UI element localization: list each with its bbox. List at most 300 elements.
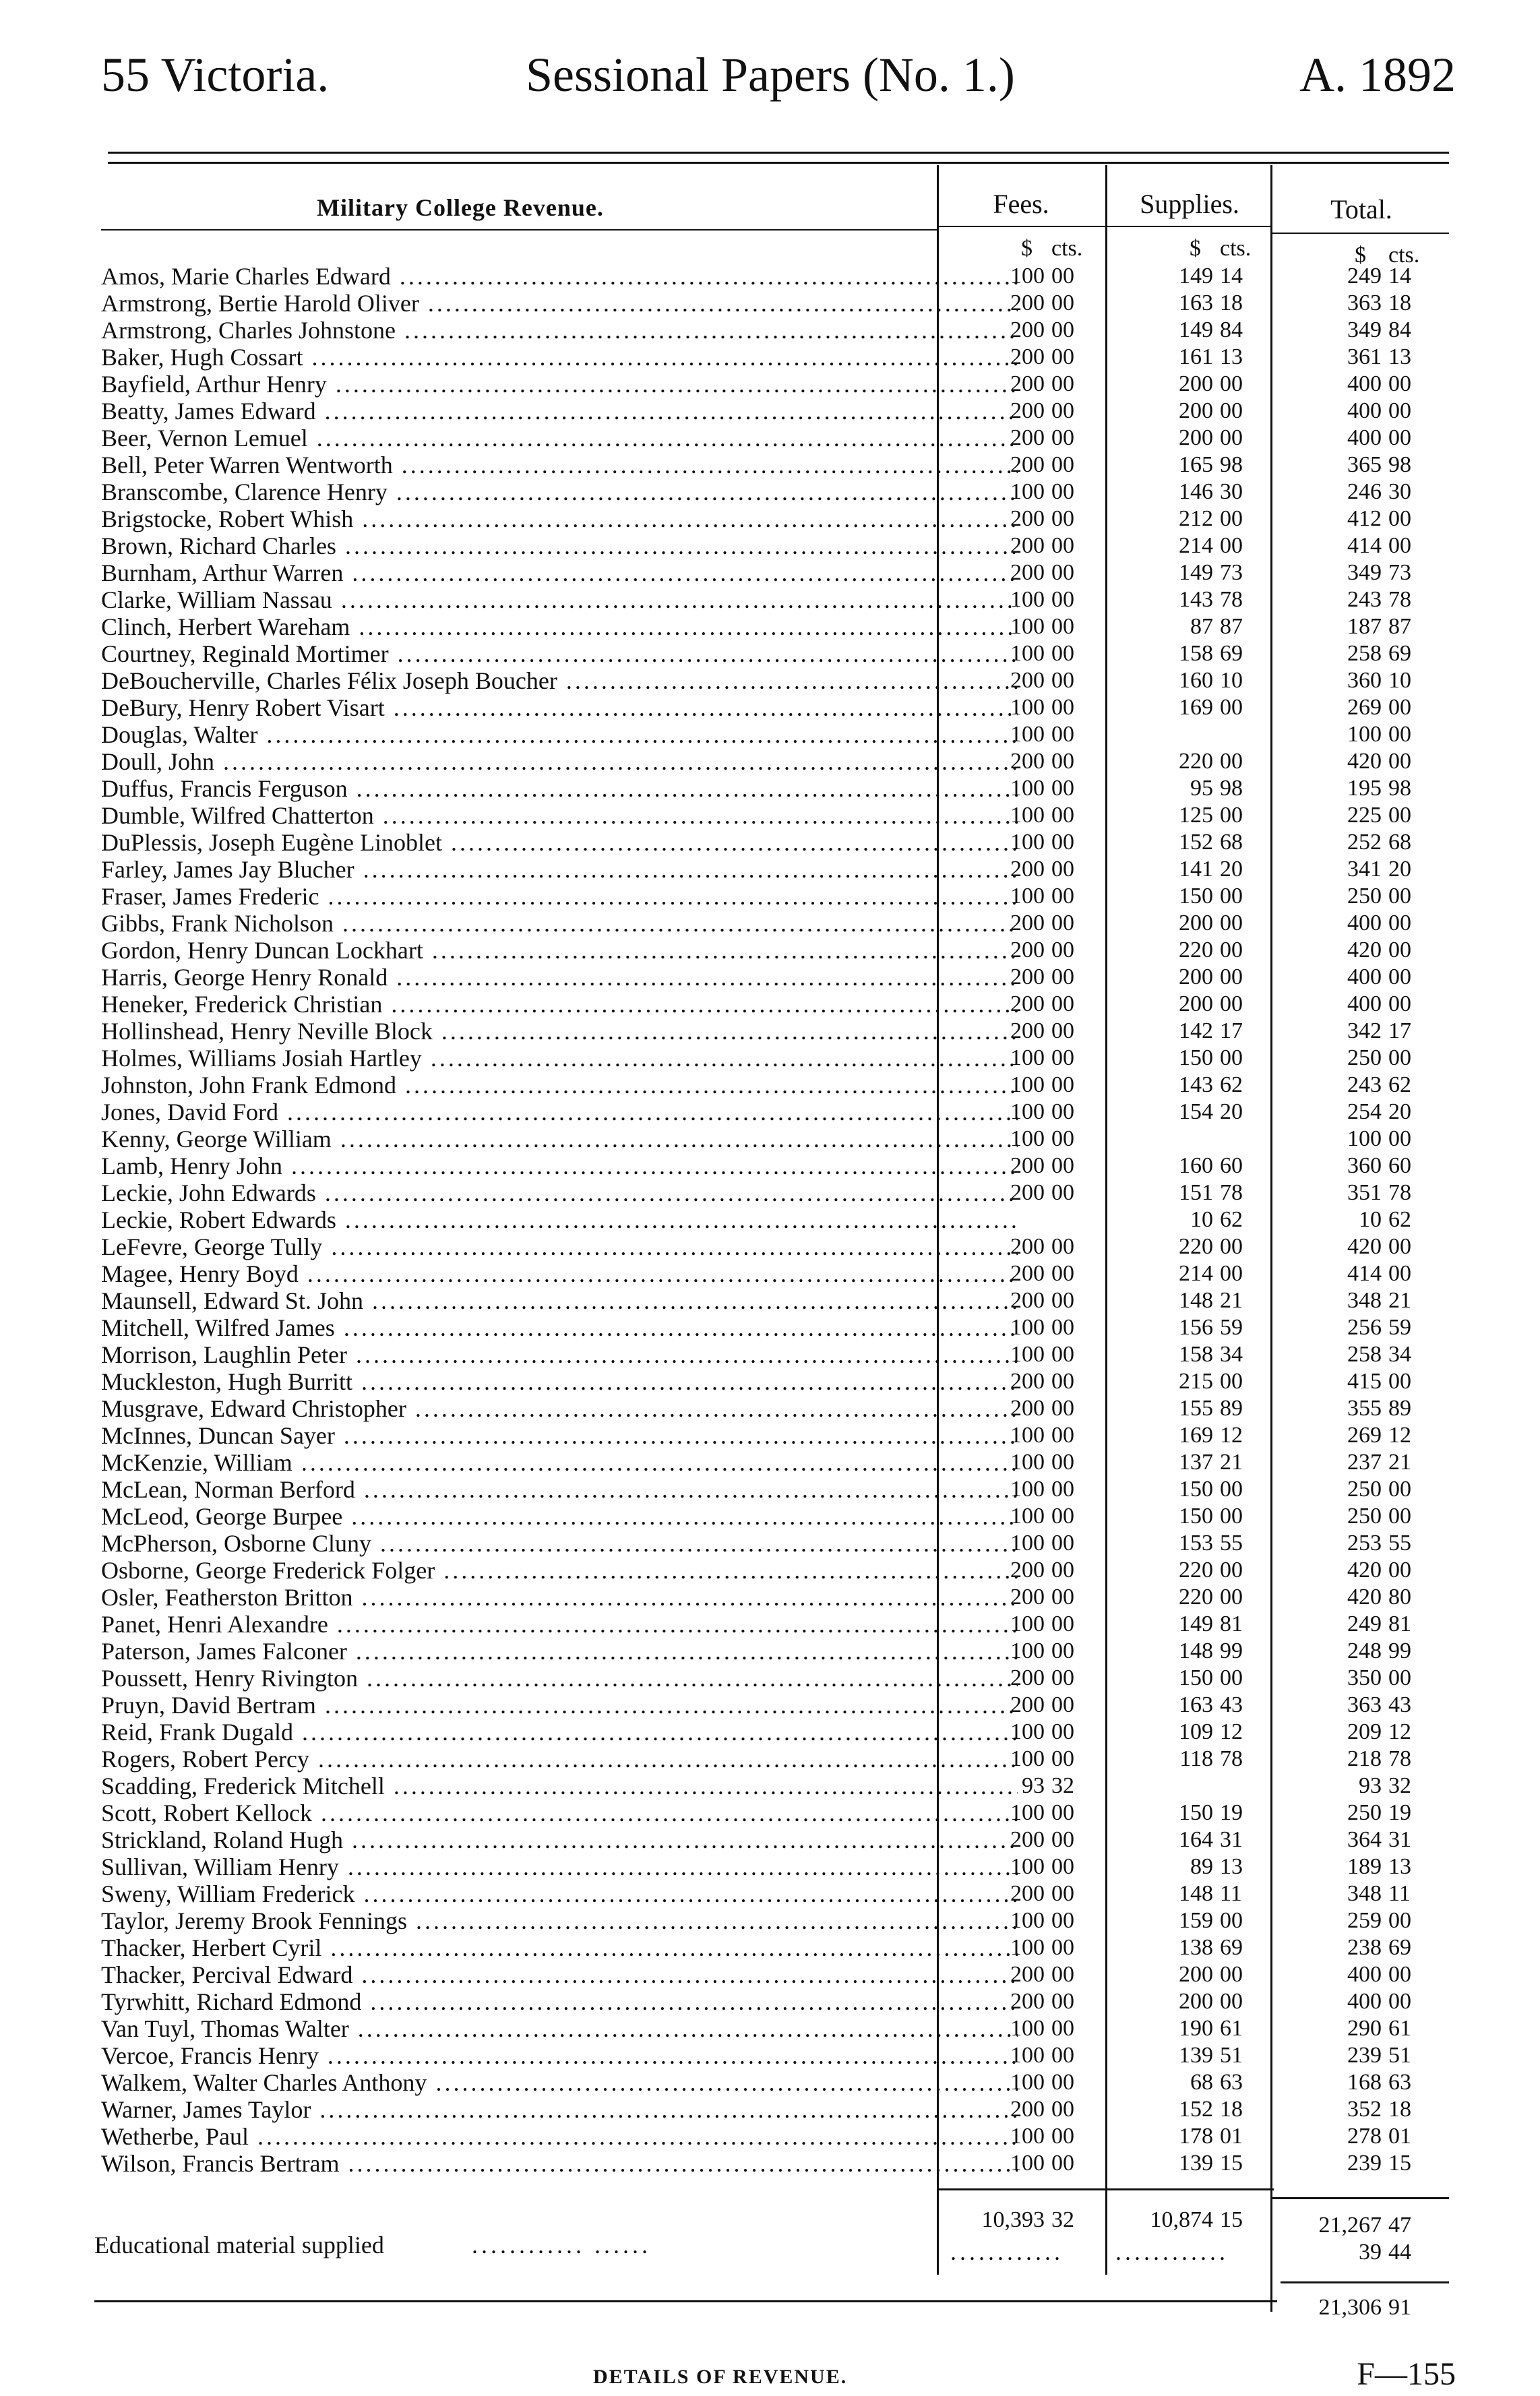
fees-dollars: 200 <box>1010 1261 1045 1286</box>
table-row <box>94 694 1449 721</box>
cadet-name: Thacker, Percival Edward ..... <box>101 1961 1018 1988</box>
fees-cents: 00 <box>1051 641 1074 666</box>
supplies-dollars: 200 <box>1179 911 1213 935</box>
cadet-name: Clinch, Herbert Wareham ..... <box>101 613 1018 640</box>
supplies-cents: 69 <box>1220 641 1243 666</box>
total-cents: 68 <box>1388 830 1411 855</box>
fees-dollars: 100 <box>1010 1072 1045 1097</box>
cadet-name: Kenny, George William ..... <box>101 1126 1018 1153</box>
table-row <box>94 1395 1449 1422</box>
supplies-dollars: 142 <box>1179 1018 1213 1043</box>
supplies-cents: 00 <box>1220 1908 1243 1933</box>
cadet-name: Reid, Frank Dugald ..... <box>101 1719 1018 1746</box>
supplies-dollars: 138 <box>1179 1935 1213 1960</box>
fees-dollars: 200 <box>1010 317 1045 342</box>
total-dollars: 238 <box>1347 1935 1382 1960</box>
total-cents: 78 <box>1388 1746 1411 1771</box>
fees-dollars: 200 <box>1010 1827 1045 1852</box>
cadet-name: Scadding, Frederick Mitchell ..... <box>101 1773 1018 1800</box>
supplies-cents: 30 <box>1220 479 1243 504</box>
fees-dollars: 100 <box>1010 1746 1045 1771</box>
table-row <box>94 1530 1449 1557</box>
cadet-name: McPherson, Osborne Cluny ..... <box>101 1530 1018 1557</box>
total-dollars: 363 <box>1347 1692 1382 1717</box>
table-row <box>94 1692 1449 1719</box>
table-row <box>94 1341 1449 1368</box>
cadet-name: Vercoe, Francis Henry ..... <box>101 2042 1018 2069</box>
header-year: A. 1892 <box>1299 48 1456 102</box>
table-row <box>94 1719 1449 1746</box>
total-dollars: 278 <box>1347 2124 1382 2149</box>
supplies-cents: 87 <box>1220 614 1243 639</box>
supplies-cents: 20 <box>1220 1099 1243 1124</box>
supplies-dollars: 178 <box>1179 2124 1213 2149</box>
supplies-dollars: 200 <box>1179 398 1213 423</box>
supplies-dollars: 89 <box>1190 1854 1213 1879</box>
supplies-cents: 00 <box>1220 884 1243 909</box>
supplies-dollars: 125 <box>1179 803 1213 828</box>
table-row <box>94 344 1449 371</box>
cadet-name: Hollinshead, Henry Neville Block ..... <box>101 1018 1018 1045</box>
table-row <box>94 559 1449 586</box>
supplies-cents: 68 <box>1220 830 1243 855</box>
supplies-cents: 00 <box>1220 991 1243 1016</box>
total-cents: 30 <box>1388 479 1411 504</box>
cadet-name: Brigstocke, Robert Whish ..... <box>101 505 1018 532</box>
fees-cents: 00 <box>1051 1018 1074 1043</box>
supplies-cents: 00 <box>1220 1261 1243 1286</box>
fees-dollars: 200 <box>1010 344 1045 369</box>
cadet-name: Osler, Featherston Britton ..... <box>101 1584 1018 1611</box>
cadet-name: Rogers, Robert Percy ..... <box>101 1746 1018 1773</box>
cadet-name: Doull, John ..... <box>101 748 1018 775</box>
supplies-cents: 98 <box>1220 452 1243 477</box>
total-cents: 18 <box>1388 290 1411 315</box>
cadet-name: Taylor, Jeremy Brook Fennings ..... <box>101 1907 1018 1934</box>
supplies-dollars: 150 <box>1179 1477 1213 1502</box>
table-row <box>94 1907 1449 1934</box>
fees-cents: 00 <box>1051 2070 1074 2095</box>
fees-dollars: 200 <box>1010 1153 1045 1178</box>
table-row <box>94 1826 1449 1853</box>
table-row <box>94 371 1449 398</box>
supplies-dollars: 163 <box>1179 290 1213 315</box>
cadet-name: Scott, Robert Kellock ..... <box>101 1800 1018 1826</box>
cadet-name: Courtney, Reginald Mortimer ..... <box>101 640 1018 667</box>
cadet-name: McLeod, George Burpee ..... <box>101 1503 1018 1530</box>
fees-dollars: 100 <box>1010 1908 1045 1933</box>
supplies-cents: 62 <box>1220 1072 1243 1097</box>
col-header-fees: Fees. <box>993 189 1049 219</box>
fees-cents: 00 <box>1051 1234 1074 1259</box>
supplies-dollars: 148 <box>1179 1288 1213 1313</box>
supplies-dollars: 164 <box>1179 1827 1213 1852</box>
table-row <box>94 1179 1449 1206</box>
fees-dollars: 200 <box>1010 1369 1045 1394</box>
fees-cents: 00 <box>1051 560 1074 585</box>
total-cents: 60 <box>1388 1153 1411 1178</box>
total-dollars: 243 <box>1347 587 1382 612</box>
educational-total: 39 <box>1359 2240 1382 2265</box>
table-row <box>94 1206 1449 1233</box>
educational-total-cents: 44 <box>1388 2240 1411 2265</box>
supplies-cents: 12 <box>1220 1719 1243 1744</box>
fees-cents: 00 <box>1051 2097 1074 2122</box>
total-dollars: 400 <box>1347 911 1382 935</box>
table-row <box>94 425 1449 452</box>
cadet-name: Armstrong, Charles Johnstone ..... <box>101 317 1018 344</box>
fees-cents: 00 <box>1051 1611 1074 1636</box>
fees-dollars: 100 <box>1010 1638 1045 1663</box>
totals-block <box>94 2194 1449 2329</box>
total-dollars: 225 <box>1347 803 1382 828</box>
total-dollars: 10 <box>1359 1207 1382 1232</box>
total-dollars: 189 <box>1347 1854 1382 1879</box>
total-cents: 59 <box>1388 1315 1411 1340</box>
table-row <box>94 1287 1449 1314</box>
fees-cents: 00 <box>1051 1315 1074 1340</box>
supplies-cents: 00 <box>1220 1477 1243 1502</box>
total-cents: 32 <box>1388 1773 1411 1798</box>
table-row <box>94 452 1449 479</box>
fees-cents: 00 <box>1051 1099 1074 1124</box>
total-dollars: 269 <box>1347 1423 1382 1448</box>
fees-cents: 00 <box>1051 1719 1074 1744</box>
supplies-cents: 19 <box>1220 1800 1243 1825</box>
table-row <box>94 964 1449 991</box>
supplies-dollars: 150 <box>1179 884 1213 909</box>
total-dollars: 415 <box>1347 1369 1382 1394</box>
supplies-dollars: 143 <box>1179 587 1213 612</box>
fees-dollars: 200 <box>1010 290 1045 315</box>
cadet-name: Leckie, Robert Edwards ..... <box>101 1206 1018 1233</box>
fees-dollars: 100 <box>1010 2043 1045 2068</box>
fees-cents: 00 <box>1051 964 1074 989</box>
supplies-dollars: 190 <box>1179 2016 1213 2041</box>
fees-dollars: 93 <box>1022 1773 1045 1798</box>
table-row <box>94 1260 1449 1287</box>
table-row <box>94 479 1449 505</box>
cadet-name: DeBoucherville, Charles Félix Joseph Boucher ..... <box>101 667 1018 694</box>
cadet-name: DuPlessis, Joseph Eugène Linoblet ..... <box>101 829 1018 856</box>
fees-dollars: 200 <box>1010 1396 1045 1421</box>
total-cents: 84 <box>1388 317 1411 342</box>
total-dollars: 352 <box>1347 2097 1382 2122</box>
fees-cents: 00 <box>1051 1261 1074 1286</box>
fees-dollars: 200 <box>1010 1881 1045 1906</box>
supplies-cents: 13 <box>1220 344 1243 369</box>
total-dollars: 187 <box>1347 614 1382 639</box>
fees-cents: 00 <box>1051 1423 1074 1448</box>
table-row <box>94 1503 1449 1530</box>
supplies-cents: 78 <box>1220 1180 1243 1205</box>
header-title: Sessional Papers (No. 1.) <box>526 48 1015 102</box>
supplies-cents: 18 <box>1220 2097 1243 2122</box>
supplies-cents: 60 <box>1220 1153 1243 1178</box>
fees-cents: 00 <box>1051 668 1074 693</box>
supplies-total: 10,874 <box>1150 2207 1213 2232</box>
supplies-dollars: 220 <box>1179 1558 1213 1583</box>
total-cents: 31 <box>1388 1827 1411 1852</box>
cadet-name: Wetherbe, Paul ..... <box>101 2123 1018 2150</box>
supplies-dollars: 109 <box>1179 1719 1213 1744</box>
total-cents: 00 <box>1388 884 1411 909</box>
table-row <box>94 775 1449 802</box>
supplies-dollars: 200 <box>1179 425 1213 450</box>
fees-dollars: 200 <box>1010 2097 1045 2122</box>
cadet-name: Wilson, Francis Bertram ..... <box>101 2150 1018 2177</box>
supplies-dollars: 146 <box>1179 479 1213 504</box>
supplies-cents: 98 <box>1220 776 1243 801</box>
total-cents: 12 <box>1388 1423 1411 1448</box>
cadet-name: Harris, George Henry Ronald ..... <box>101 964 1018 991</box>
table-row <box>94 2015 1449 2042</box>
total-cents: 69 <box>1388 641 1411 666</box>
fees-cents: 00 <box>1051 371 1074 396</box>
total-dollars: 400 <box>1347 991 1382 1016</box>
fees-cents: 00 <box>1051 1342 1074 1367</box>
fees-cents: 00 <box>1051 317 1074 342</box>
table-row <box>94 640 1449 667</box>
fees-dollars: 100 <box>1010 1935 1045 1960</box>
supplies-cents: 78 <box>1220 1746 1243 1771</box>
table-row <box>94 1449 1449 1476</box>
fees-cents: 00 <box>1051 264 1074 288</box>
fees-cents: 00 <box>1051 344 1074 369</box>
table-row <box>94 667 1449 694</box>
page-number: F—155 <box>1357 2356 1456 2392</box>
header-session: 55 Victoria. <box>101 48 330 102</box>
table-row <box>94 1045 1449 1072</box>
total-cents: 00 <box>1388 1665 1411 1690</box>
supplies-dollars: 151 <box>1179 1180 1213 1205</box>
fees-dollars: 100 <box>1010 722 1045 747</box>
fees-dollars: 100 <box>1010 1423 1045 1448</box>
fees-cents: 00 <box>1051 479 1074 504</box>
table-row <box>94 1961 1449 1988</box>
cadet-name: Osborne, George Frederick Folger ..... <box>101 1557 1018 1584</box>
supplies-dollars: 150 <box>1179 1800 1213 1825</box>
supplies-cents: 21 <box>1220 1450 1243 1475</box>
fees-cents: 00 <box>1051 1450 1074 1475</box>
supplies-cents: 55 <box>1220 1531 1243 1556</box>
table-row <box>94 1638 1449 1665</box>
supplies-cents: 00 <box>1220 1045 1243 1070</box>
total-dollars: 360 <box>1347 1153 1382 1178</box>
total-cents: 19 <box>1388 1800 1411 1825</box>
cadet-name: Baker, Hugh Cossart ..... <box>101 344 1018 371</box>
cadet-name: Clarke, William Nassau ..... <box>101 586 1018 613</box>
total-dollars: 258 <box>1347 1342 1382 1367</box>
page-header <box>101 47 1456 121</box>
fees-cents: 00 <box>1051 1746 1074 1771</box>
table-row <box>94 802 1449 829</box>
total-dollars: 420 <box>1347 1558 1382 1583</box>
supplies-cents: 78 <box>1220 587 1243 612</box>
fees-dollars: 200 <box>1010 1288 1045 1313</box>
total-cents: 00 <box>1388 1477 1411 1502</box>
total-cents: 15 <box>1388 2151 1411 2176</box>
total-cents: 00 <box>1388 911 1411 935</box>
supplies-cents: 17 <box>1220 1018 1243 1043</box>
fees-dollars: 200 <box>1010 749 1045 774</box>
supplies-cents: 00 <box>1220 749 1243 774</box>
total-cents: 34 <box>1388 1342 1411 1367</box>
supplies-cents: 01 <box>1220 2124 1243 2149</box>
supplies-dollars: 159 <box>1179 1908 1213 1933</box>
fees-dollars: 200 <box>1010 533 1045 558</box>
supplies-dollars: 143 <box>1179 1072 1213 1097</box>
fees-dollars: 100 <box>1010 1099 1045 1124</box>
supplies-dollars: 154 <box>1179 1099 1213 1124</box>
fees-dollars: 200 <box>1010 506 1045 531</box>
fees-cents: 32 <box>1051 1773 1074 1798</box>
total-dollars: 341 <box>1347 857 1382 882</box>
fees-dollars: 200 <box>1010 1989 1045 2014</box>
total-dollars: 412 <box>1347 506 1382 531</box>
total-cents: 20 <box>1388 857 1411 882</box>
total-cents: 20 <box>1388 1099 1411 1124</box>
fees-dollars: 100 <box>1010 2070 1045 2095</box>
total-cents: 89 <box>1388 1396 1411 1421</box>
cadet-name: Lamb, Henry John ..... <box>101 1153 1018 1179</box>
cadet-name: Armstrong, Bertie Harold Oliver ..... <box>101 290 1018 317</box>
total-cents: 13 <box>1388 1854 1411 1879</box>
supplies-cents: 15 <box>1220 2151 1243 2176</box>
fees-dollars: 100 <box>1010 1315 1045 1340</box>
fees-cents: 00 <box>1051 1072 1074 1097</box>
total-dollars: 253 <box>1347 1531 1382 1556</box>
supplies-cents: 00 <box>1220 1665 1243 1690</box>
table-row <box>94 1880 1449 1907</box>
total-dollars: 254 <box>1347 1099 1382 1124</box>
total-cents: 80 <box>1388 1585 1411 1609</box>
total-dollars: 250 <box>1347 884 1382 909</box>
grand-rule <box>1281 2281 1449 2283</box>
fees-cents: 00 <box>1051 1126 1074 1151</box>
total-cents: 73 <box>1388 560 1411 585</box>
total-cents: 00 <box>1388 1261 1411 1286</box>
fees-cents: 00 <box>1051 2151 1074 2176</box>
cadet-name: Fraser, James Frederic ..... <box>101 883 1018 910</box>
fees-dollars: 100 <box>1010 1854 1045 1879</box>
fees-dollars: 100 <box>1010 1531 1045 1556</box>
table-row <box>94 1099 1449 1126</box>
fees-dollars: 200 <box>1010 1692 1045 1717</box>
table-row <box>94 856 1449 883</box>
fees-dollars: 100 <box>1010 1126 1045 1151</box>
total-cents: 00 <box>1388 722 1411 747</box>
total-dollars: 349 <box>1347 317 1382 342</box>
fees-cents: 00 <box>1051 587 1074 612</box>
cadet-name: Tyrwhitt, Richard Edmond ..... <box>101 1988 1018 2015</box>
supplies-dollars: 158 <box>1179 641 1213 666</box>
supplies-cents: 00 <box>1220 371 1243 396</box>
fees-dollars: 100 <box>1010 2124 1045 2149</box>
supplies-cents: 00 <box>1220 938 1243 962</box>
total-cents: 63 <box>1388 2070 1411 2095</box>
total-cents: 61 <box>1388 2016 1411 2041</box>
total-dollars: 100 <box>1347 722 1382 747</box>
supplies-dollars: 169 <box>1179 1423 1213 1448</box>
table-row <box>94 398 1449 425</box>
fees-dollars: 100 <box>1010 803 1045 828</box>
cadet-name: Muckleston, Hugh Burritt ..... <box>101 1368 1018 1395</box>
supplies-dollars: 68 <box>1190 2070 1213 2095</box>
supplies-dollars: 141 <box>1179 857 1213 882</box>
table-row <box>94 2069 1449 2096</box>
col-header-total: Total. <box>1330 194 1392 224</box>
supplies-dollars: 220 <box>1179 1234 1213 1259</box>
table-row <box>94 1233 1449 1260</box>
supplies-dollars: 139 <box>1179 2151 1213 2176</box>
total-dollars: 400 <box>1347 425 1382 450</box>
total-cents: 00 <box>1388 533 1411 558</box>
cadet-name: Panet, Henri Alexandre ..... <box>101 1611 1018 1638</box>
cadet-name: McInnes, Duncan Sayer ..... <box>101 1422 1018 1449</box>
supplies-dollars: 220 <box>1179 938 1213 962</box>
supplies-dollars: 220 <box>1179 749 1213 774</box>
table-row <box>94 910 1449 937</box>
total-dollars: 400 <box>1347 371 1382 396</box>
fees-dollars: 200 <box>1010 938 1045 962</box>
supplies-dollars: 215 <box>1179 1369 1213 1394</box>
cadet-name: Duffus, Francis Ferguson ..... <box>101 775 1018 802</box>
fees-cents: 00 <box>1051 1881 1074 1906</box>
total-cents: 62 <box>1388 1207 1411 1232</box>
table-row <box>94 1853 1449 1880</box>
total-dollars: 349 <box>1347 560 1382 585</box>
table-row <box>94 1773 1449 1800</box>
cadet-name: Heneker, Frederick Christian ..... <box>101 991 1018 1018</box>
fees-cents: 00 <box>1051 1153 1074 1178</box>
fees-dollars: 200 <box>1010 452 1045 477</box>
total-dollars: 256 <box>1347 1315 1382 1340</box>
total-dollars: 239 <box>1347 2043 1382 2068</box>
total-cents: 00 <box>1388 695 1411 720</box>
total-dollars: 250 <box>1347 1045 1382 1070</box>
total-dollars: 258 <box>1347 641 1382 666</box>
supplies-dollars: 150 <box>1179 1504 1213 1529</box>
fees-cents: 00 <box>1051 1638 1074 1663</box>
total-cents: 00 <box>1388 1558 1411 1583</box>
table-row <box>94 1126 1449 1153</box>
fees-dollars: 100 <box>1010 884 1045 909</box>
cadet-name: Beer, Vernon Lemuel ..... <box>101 425 1018 452</box>
table-row <box>94 1988 1449 2015</box>
fees-dollars: 100 <box>1010 614 1045 639</box>
supplies-dollars: 148 <box>1179 1881 1213 1906</box>
cadet-name: Warner, James Taylor ..... <box>101 2096 1018 2123</box>
fees-cents: 00 <box>1051 1800 1074 1825</box>
supplies-cents: 59 <box>1220 1315 1243 1340</box>
fees-cents: 00 <box>1051 425 1074 450</box>
cadet-name: Thacker, Herbert Cyril ..... <box>101 1934 1018 1961</box>
table-row <box>94 829 1449 856</box>
leader-dots: ............ ...... <box>472 2232 651 2259</box>
fees-dollars: 200 <box>1010 1558 1045 1583</box>
supplies-cents: 00 <box>1220 964 1243 989</box>
total-dollars: 252 <box>1347 830 1382 855</box>
total-dollars: 355 <box>1347 1396 1382 1421</box>
total-dollars: 248 <box>1347 1638 1382 1663</box>
fees-dollars: 200 <box>1010 371 1045 396</box>
bottom-rule <box>94 2300 1277 2302</box>
total-cents: 87 <box>1388 614 1411 639</box>
educational-label: Educational material supplied <box>94 2232 384 2259</box>
table-row <box>94 1476 1449 1503</box>
total-cents: 21 <box>1388 1288 1411 1313</box>
